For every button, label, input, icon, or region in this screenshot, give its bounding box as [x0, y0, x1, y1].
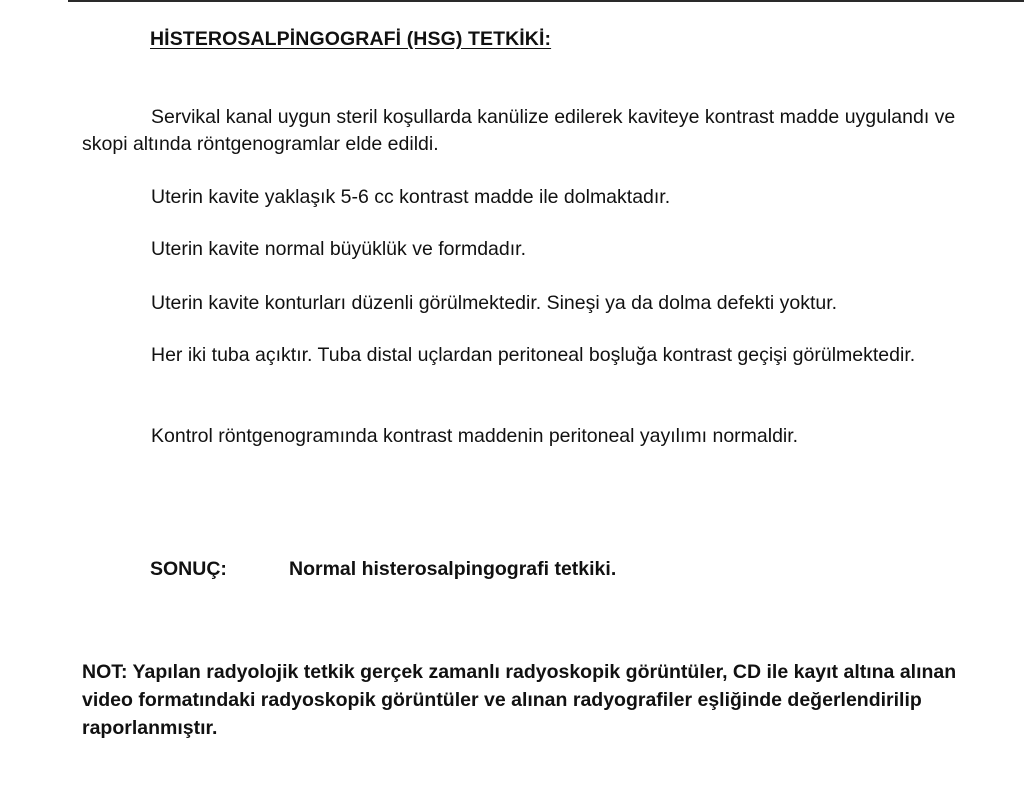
findings-paragraph-contours: Uterin kavite konturları düzenli görülmektedir. Sineşi ya da dolma defekti yoktur. — [151, 292, 838, 314]
findings-paragraph-control: Kontrol röntgenogramında kontrast maddenin peritoneal yayılımı normaldir. — [151, 425, 799, 447]
result-label: SONUÇ: — [150, 558, 227, 580]
findings-paragraph-tubes: Her iki tuba açıktır. Tuba distal uçlardan peritoneal boşluğa kontrast geçişi görülmektedir. — [151, 344, 916, 366]
result-value: Normal histerosalpingografi tetkiki. — [289, 558, 617, 580]
report-title: HİSTEROSALPİNGOGRAFİ (HSG) TETKİKİ: — [150, 28, 552, 50]
findings-paragraph-volume: Uterin kavite yaklaşık 5-6 cc kontrast madde ile dolmaktadır. — [151, 186, 671, 208]
note-paragraph: NOT: Yapılan radyolojik tetkik gerçek zamanlı radyoskopik görüntüler, CD ile kayıt altına alınan video formatındaki radyoskopik görüntüler ve alınan radyografiler eşliğinde değerlendirilip raporlanmıştır. — [82, 661, 957, 739]
findings-paragraph-size: Uterin kavite normal büyüklük ve formdadır. — [151, 238, 526, 260]
findings-paragraph-procedure: Servikal kanal uygun steril koşullarda kanülize edilerek kaviteye kontrast madde uygulandı ve skopi altında röntgenogramlar elde edildi. — [82, 106, 956, 155]
